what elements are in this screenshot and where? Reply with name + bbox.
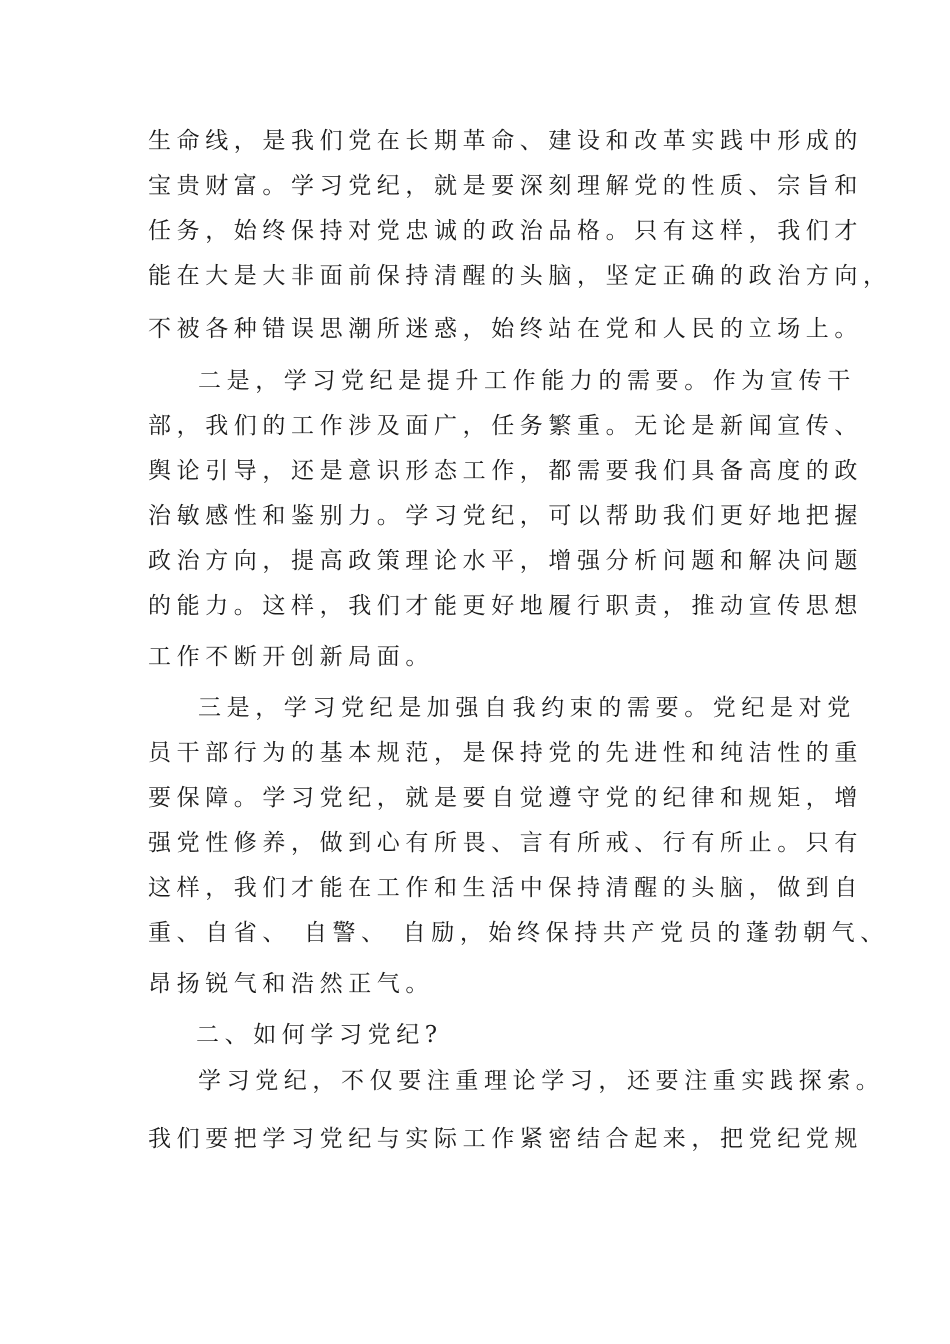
paragraph-start-line: 学习党纪，不仅要注重理论学习，还要注重实践探索。 <box>198 1068 885 1094</box>
text-line: 能在大是大非面前保持清醒的头脑，坚定正确的政治方向， <box>148 263 892 289</box>
text-line: 宝贵财富。学习党纪，就是要深刻理解党的性质、宗旨和 <box>148 173 863 199</box>
text-line: 强党性修养，做到心有所畏、言有所戒、行有所止。只有 <box>148 830 863 856</box>
text-line: 不被各种错误思潮所迷惑，始终站在党和人民的立场上。 <box>148 316 863 342</box>
text-line: 重、自省、 自警、 自励，始终保持共产党员的蓬勃朝气、 <box>148 920 889 946</box>
paragraph-start-line: 三是，学习党纪是加强自我约束的需要。党纪是对党 <box>198 695 856 721</box>
text-line: 我们要把学习党纪与实际工作紧密结合起来，把党纪党规 <box>148 1126 863 1152</box>
text-line: 任务，始终保持对党忠诚的政治品格。只有这样，我们才 <box>148 218 863 244</box>
section-heading: 二、如何学习党纪? <box>196 1022 443 1048</box>
text-line: 工作不断开创新局面。 <box>148 644 434 670</box>
text-line: 这样，我们才能在工作和生活中保持清醒的头脑，做到自 <box>148 875 863 901</box>
text-line: 昂扬锐气和浩然正气。 <box>148 971 434 997</box>
text-line: 政治方向，提高政策理论水平，增强分析问题和解决问题 <box>148 548 863 574</box>
text-line: 的能力。这样，我们才能更好地履行职责，推动宣传思想 <box>148 593 863 619</box>
text-line: 要保障。学习党纪，就是要自觉遵守党的纪律和规矩，增 <box>148 785 863 811</box>
paragraph-start-line: 二是，学习党纪是提升工作能力的需要。作为宣传干 <box>198 368 856 394</box>
text-line: 治敏感性和鉴别力。学习党纪，可以帮助我们更好地把握 <box>148 503 863 529</box>
text-line: 部，我们的工作涉及面广，任务繁重。无论是新闻宣传、 <box>148 413 863 439</box>
text-line: 员干部行为的基本规范，是保持党的先进性和纯洁性的重 <box>148 740 863 766</box>
text-line: 生命线，是我们党在长期革命、建设和改革实践中形成的 <box>148 128 863 154</box>
text-line: 舆论引导，还是意识形态工作，都需要我们具备高度的政 <box>148 458 863 484</box>
